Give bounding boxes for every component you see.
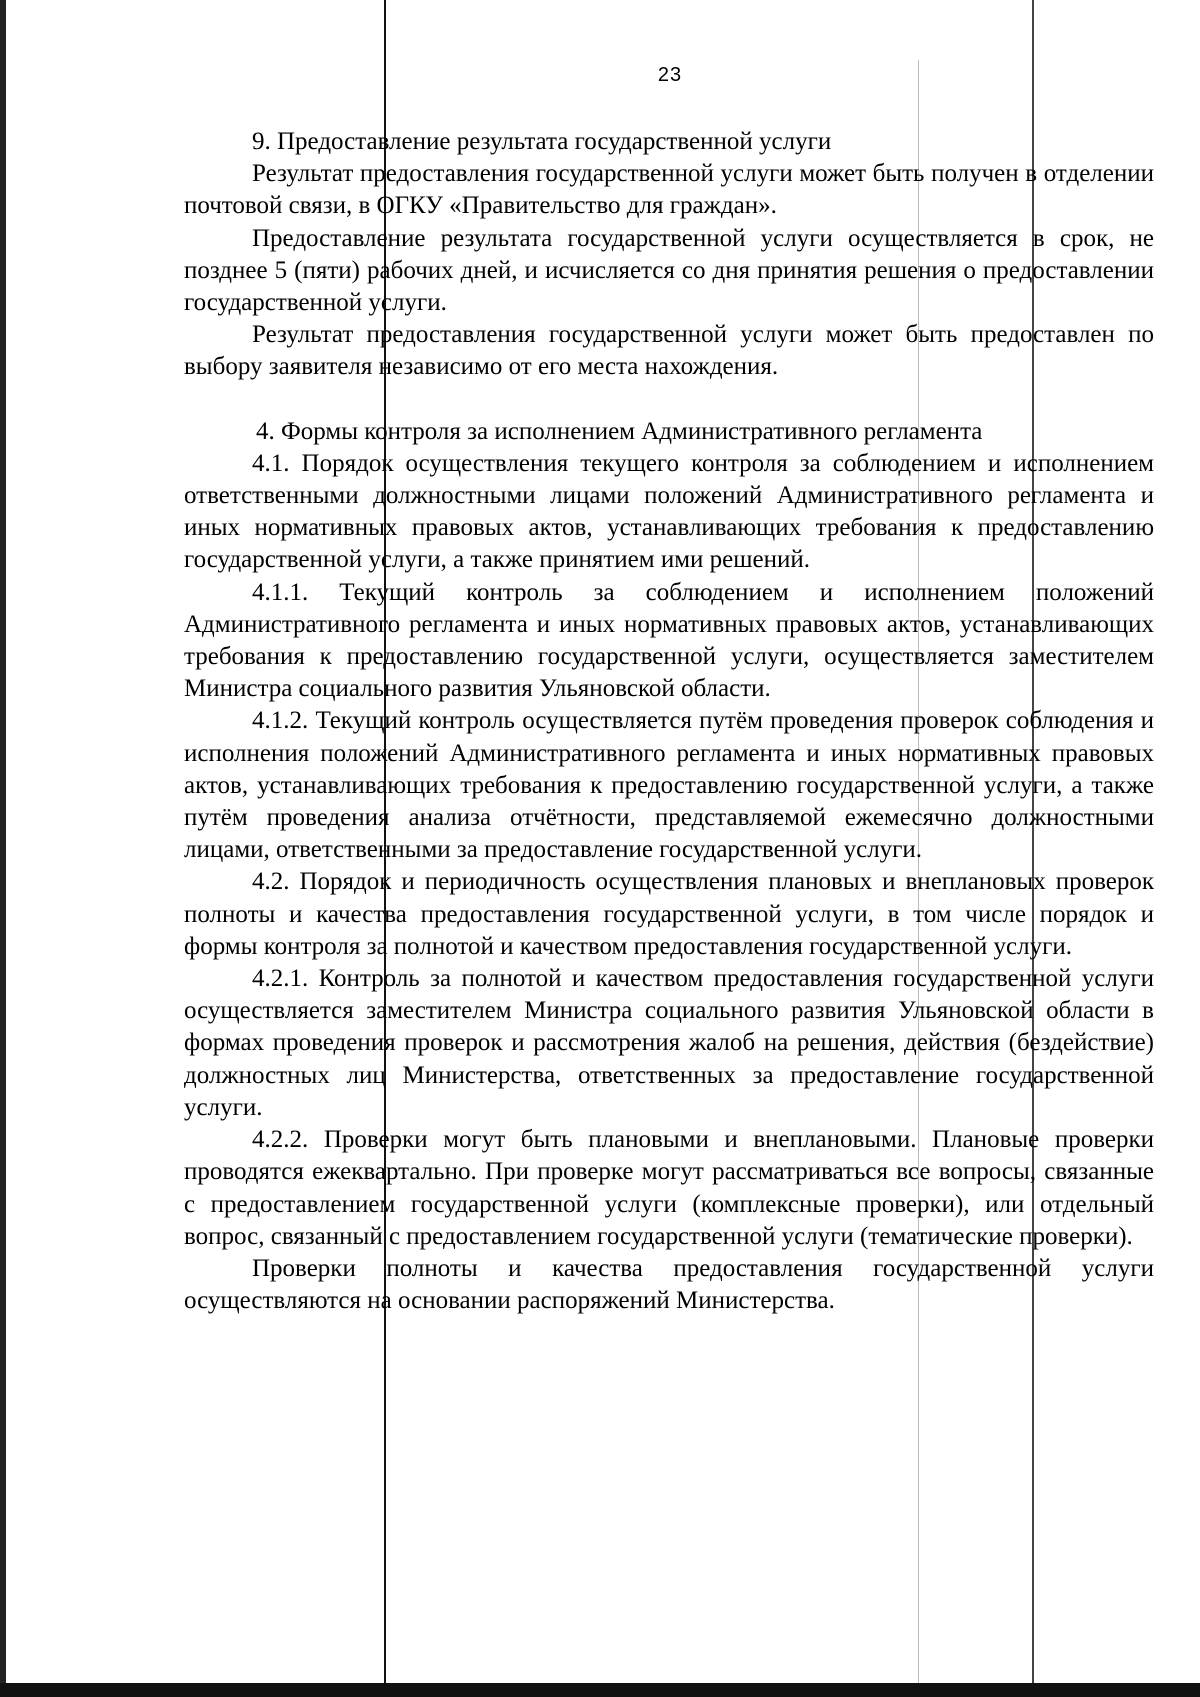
paragraph: 4.1.2. Текущий контроль осуществляется путём проведения проверок соблюдения и исполнения положений Административного регламента и иных нормативных правовых актов, устанавливающих требования к предоставлению государственной услуги, а также путём проведения анализа отчётности, представляемой ежемесячно должностными лицами, ответственными за предоставление государственной услуги. bbox=[184, 707, 1154, 864]
paragraph: 4.1.1. Текущий контроль за соблюдением и исполнением положений Административного регламента и иных нормативных правовых актов, устанавливающих требования к предоставлению государственной услуги, осуществляется заместителем Министра социального развития Ульяновской области. bbox=[184, 578, 1154, 703]
paragraph: 4.2. Порядок и периодичность осуществления плановых и внеплановых проверок полноты и качества предоставления государственной услуги, в том числе порядок и формы контроля за полнотой и качеством предоставления государственной услуги. bbox=[184, 868, 1154, 960]
paragraph: Проверки полноты и качества предоставления государственной услуги осуществляются на основании распоряжений Министерства. bbox=[184, 1254, 1154, 1315]
scan-left-border bbox=[0, 0, 6, 1697]
section-heading-control: 4. Формы контроля за исполнением Административного регламента bbox=[256, 417, 983, 445]
paragraph: 4.2.2. Проверки могут быть плановыми и внеплановыми. Плановые проверки проводятся ежеквартально. При проверке могут рассматриваться все вопросы, связанные с предоставлением государственной услуги (комплексные проверки), или отдельный вопрос, связанный с предоставлением государственной услуги (тематические проверки). bbox=[184, 1126, 1154, 1250]
paragraph: Результат предоставления государственной услуги может быть получен в отделении почтовой связи, в ОГКУ «Правительство для граждан». bbox=[184, 160, 1154, 220]
document-body bbox=[184, 126, 1154, 1317]
paragraph: Результат предоставления государственной услуги может быть предоставлен по выбору заявителя независимо от его места нахождения. bbox=[184, 321, 1154, 381]
section-gap bbox=[184, 384, 1154, 416]
paragraph: Предоставление результата государственной услуги осуществляется в срок, не позднее 5 (пяти) рабочих дней, и исчисляется со дня принятия решения о предоставлении государственной услуги. bbox=[184, 224, 1154, 317]
paragraph: 4.2.1. Контроль за полнотой и качеством предоставления государственной услуги осуществляется заместителем Министра социального развития Ульяновской области в формах проведения проверок и рассмотрения жалоб на решения, действия (бездействие) должностных лиц Министерства, ответственных за предоставление государственной услуги. bbox=[184, 965, 1154, 1121]
paragraph: 4.1. Порядок осуществления текущего контроля за соблюдением и исполнением ответственными должностными лицами положений Административного регламента и иных нормативных правовых актов, устанавливающих требования к предоставлению государственной услуги, а также принятием ими решений. bbox=[184, 449, 1154, 574]
scan-bottom-border bbox=[0, 1683, 1200, 1697]
section-heading-result: 9. Предоставление результата государственной услуги bbox=[252, 128, 832, 155]
page-number: 23 bbox=[657, 64, 683, 86]
